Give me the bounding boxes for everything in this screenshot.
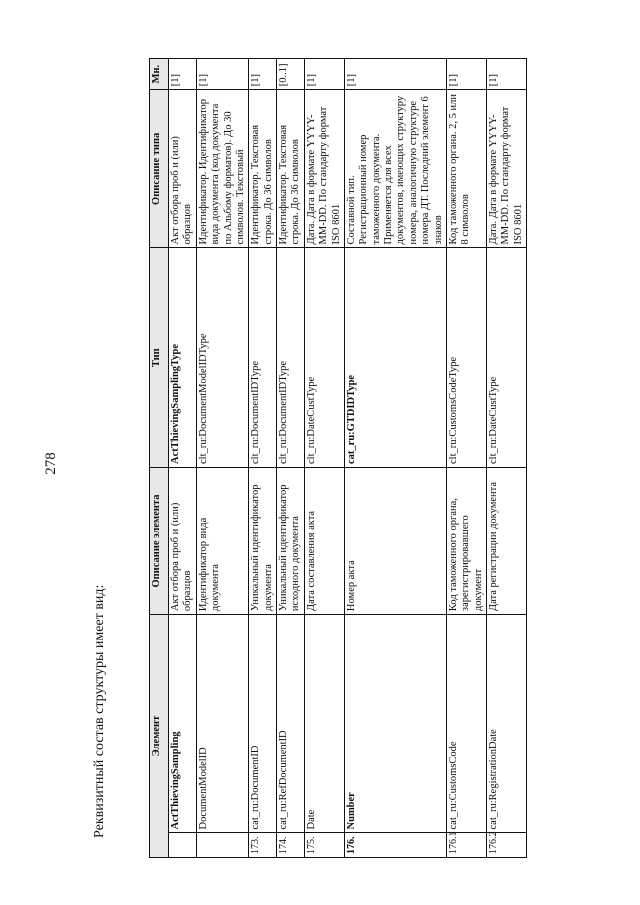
row-type: clt_ru:DateCustType <box>487 248 527 468</box>
row-element-description: Дата составления акта <box>304 467 344 614</box>
row-number: 176.2 <box>487 833 527 858</box>
table-row <box>344 59 446 858</box>
row-element-description: Дата регистрации документа <box>487 467 527 614</box>
row-number: 176.1 <box>446 833 486 858</box>
row-element-description: Код таможенного органа, зарегистрировавшего документ <box>446 467 486 614</box>
row-element: cat_ru:RefDocumentID <box>277 615 305 833</box>
header-multiplicity: Мн. <box>150 59 169 90</box>
header-element-description: Описание элемента <box>150 467 169 614</box>
row-element: Date <box>304 615 344 833</box>
requisite-table <box>149 58 527 858</box>
row-multiplicity: [0..1] <box>277 59 305 90</box>
row-element-description: Идентификатор вида документа <box>196 467 249 614</box>
row-type: clt_ru:DateCustType <box>304 248 344 468</box>
row-element-description: Уникальный идентификатор документа <box>249 467 277 614</box>
row-element-description: Акт отбора проб и (или) образцов <box>169 467 197 614</box>
row-type: clt_ru:CustomsCodeType <box>446 248 486 468</box>
row-type: clt_ru:DocumentModelIDType <box>196 248 249 468</box>
row-type: ActThievingSamplingType <box>169 248 197 468</box>
row-type: clt_ru:DocumentIDType <box>277 248 305 468</box>
row-number <box>169 833 197 858</box>
row-element-description: Уникальный идентификатор исходного документа <box>277 467 305 614</box>
table-row <box>277 59 305 858</box>
table-header-row <box>150 59 169 858</box>
row-element: Number <box>344 615 446 833</box>
header-type: Тип <box>150 248 169 468</box>
table-row <box>249 59 277 858</box>
table-row <box>196 59 249 858</box>
table-row <box>304 59 344 858</box>
table-row <box>169 59 197 858</box>
row-type-description: Дата. Дата в формате YYYY-MM-DD. По стандарту формат ISO 8601 <box>487 90 527 248</box>
intro-text: Реквизитный состав структуры имеет вид: <box>92 584 107 838</box>
row-type-description: Идентификатор. Текстовая строка. До 36 символов <box>277 90 305 248</box>
header-element: Элемент <box>150 615 169 858</box>
row-number: 173. <box>249 833 277 858</box>
row-type-description: Дата. Дата в формате YYYY-MM-DD. По стандарту формат ISO 8601 <box>304 90 344 248</box>
header-type-description: Описание типа <box>150 90 169 248</box>
row-type-description: Идентификатор. Текстовая строка. До 36 символов <box>249 90 277 248</box>
row-element: cat_ru:CustomsCode <box>446 615 486 833</box>
row-multiplicity: [1] <box>446 59 486 90</box>
row-type-description: Код таможенного органа. 2, 5 или 8 символов <box>446 90 486 248</box>
row-element-description: Номер акта <box>344 467 446 614</box>
table-row <box>487 59 527 858</box>
row-number: 176. <box>344 833 446 858</box>
row-multiplicity: [1] <box>487 59 527 90</box>
row-element: cat_ru:DocumentID <box>249 615 277 833</box>
page-number: 278 <box>42 452 59 475</box>
row-type-description: Акт отбора проб и (или) образцов <box>169 90 197 248</box>
row-type: cat_ru:GTDIDType <box>344 248 446 468</box>
row-type-description: Идентификатор. Идентификатор вида документа (код документа по Альбому форматов). До 30 символов. Текстовый <box>196 90 249 248</box>
table-row <box>446 59 486 858</box>
row-number <box>196 833 249 858</box>
row-type-description: Составной тип. Регистрационный номер таможенного документа. Применяется для всех документов, имеющих структуру номера, аналогичную структуре номера ДТ. Последний элемент 6 знаков <box>344 90 446 248</box>
row-type: clt_ru:DocumentIDType <box>249 248 277 468</box>
row-multiplicity: [1] <box>249 59 277 90</box>
row-element: cat_ru:RegistrationDate <box>487 615 527 833</box>
row-multiplicity: [1] <box>196 59 249 90</box>
row-element: ActThievingSampling <box>169 615 197 833</box>
row-multiplicity: [1] <box>344 59 446 90</box>
row-number: 175. <box>304 833 344 858</box>
row-multiplicity: [1] <box>169 59 197 90</box>
row-multiplicity: [1] <box>304 59 344 90</box>
row-number: 174. <box>277 833 305 858</box>
row-element: DocumentModelID <box>196 615 249 833</box>
